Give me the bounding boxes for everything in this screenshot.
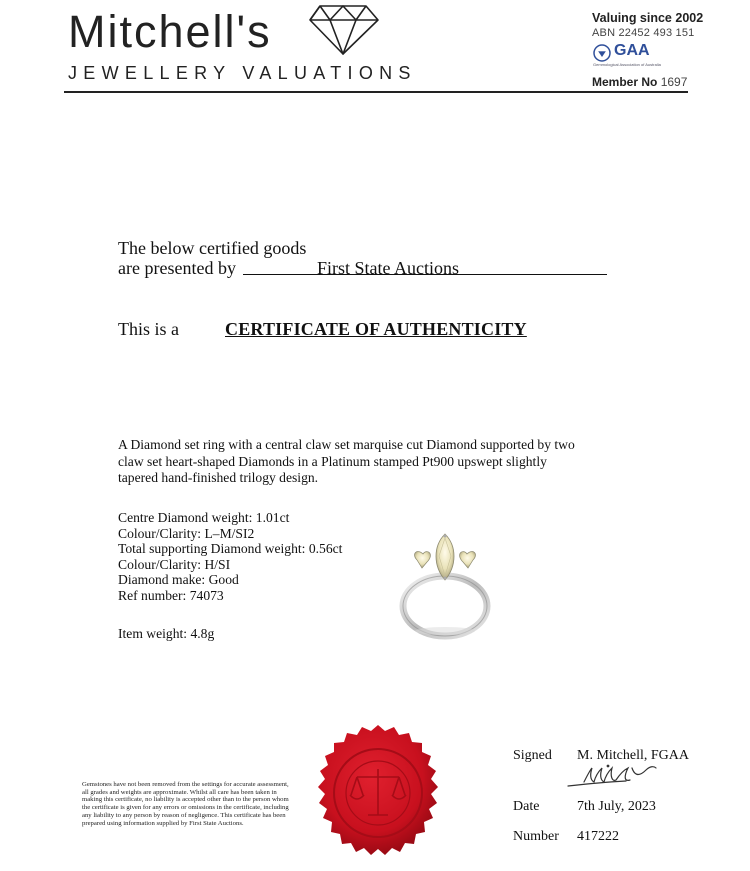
spec-ref-number: Ref number: 74073 [118,587,224,603]
valuing-since: Valuing since 2002 [592,11,704,25]
date-value: 7th July, 2023 [577,799,656,814]
presented-line-2: are presented by [118,258,236,278]
signed-value: M. Mitchell, FGAA [577,748,689,763]
presenter-name: First State Auctions [316,258,459,278]
certificate-title: CERTIFICATE OF AUTHENTICITY [225,319,527,339]
brand-name: Mitchell's [68,6,272,57]
spec-diamond-make: Diamond make: Good [118,572,239,587]
member-no-value: 1697 [660,75,688,89]
spec-supporting-colour-clarity: Colour/Clarity: H/SI [118,556,231,572]
spec-supporting-weight: Total supporting Diamond weight: 0.56ct [118,541,343,556]
number-value: 417222 [577,829,619,844]
signed-label: Signed [513,748,552,763]
header-divider [64,91,688,93]
spec-centre-colour-clarity: Colour/Clarity: L–M/SI2 [118,525,255,541]
abn-number: ABN 22452 493 151 [592,27,695,39]
certificate-prefix: This is a [118,319,179,339]
ring-photo [395,528,495,643]
wax-seal [305,723,451,869]
presented-line-1: The below certified goods [118,238,307,258]
disclaimer-text: Gemstones have not been removed from the settings for accurate assessment, all grades and weights are approximate. Whilst all care has been taken in making this certificate, no liability is accepted other than to the person whom the certificate is given for any errors or omissions in the certificate, including any liability to any person by reason of negligence. This certificate has been prepared using information supplied by First State Auctions. [82,781,289,827]
member-number [592,75,687,89]
item-description: A Diamond set ring with a central claw set marquise cut Diamond supported by two claw set heart-shaped Diamonds in a Platinum stamped Pt900 upswept slightly tapered hand-finished trilogy design. [118,437,575,485]
diamond-logo-icon [308,4,380,56]
spec-centre-weight: Centre Diamond weight: 1.01ct [118,510,290,525]
date-label: Date [513,799,540,814]
number-label: Number [513,829,559,844]
brand-subtitle: JEWELLERY VALUATIONS [68,63,417,83]
item-weight: Item weight: 4.8g [118,626,215,641]
gaa-emblem-icon [593,44,611,62]
handwritten-signature [566,764,662,790]
gaa-logo-text: GAA [614,42,650,59]
member-label: Member No [592,75,658,89]
spec-list [118,510,342,603]
gaa-association-name: Gemmological Association of Australia [593,62,661,67]
